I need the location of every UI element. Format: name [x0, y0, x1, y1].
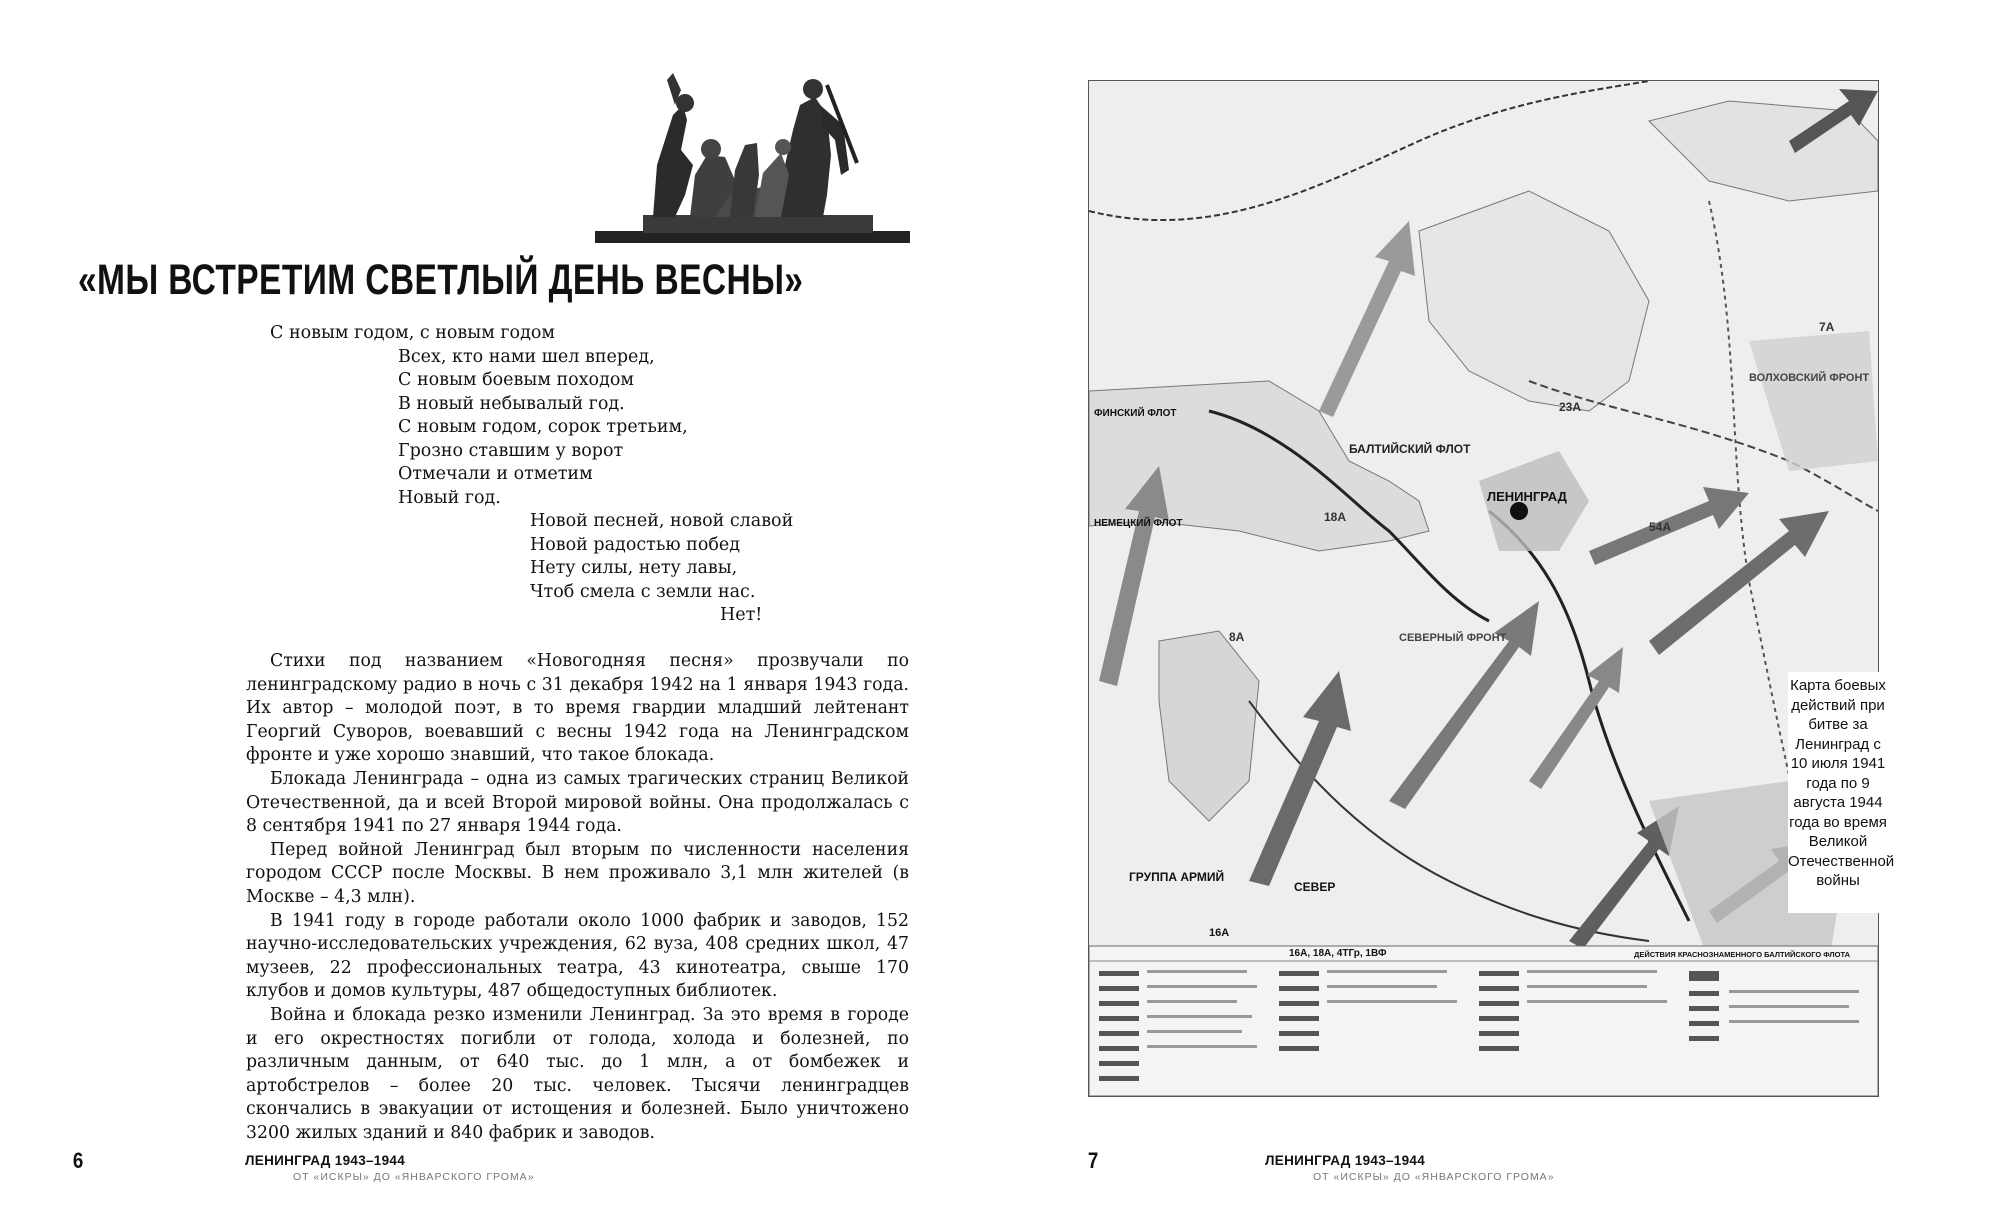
running-footer	[245, 1153, 535, 1183]
map-label-north: СЕВЕР	[1294, 880, 1336, 894]
paragraph: Война и блокада резко изменили Ленинград. За это время в городе и его окрестностях погибли от голода, холода и болезней, по различным данным, от 640 тыс. до 1 млн, а от бомбежек и артобстрелов – более 20 тыс. человек. Тысячи ленинградцев скончались в эвакуации от истощения и болезней. Было уничтожено 3200 жилых зданий и 840 фабрик и заводов.	[246, 1004, 909, 1143]
map-label-army-23: 23А	[1559, 400, 1582, 414]
map-label-north-front: СЕВЕРНЫЙ ФРОНТ	[1399, 632, 1507, 644]
poem-line: Нету силы, нету лавы,	[530, 558, 738, 578]
right-page	[1000, 0, 2000, 1219]
body-text	[246, 650, 909, 1145]
map-label-army-group: ГРУППА АРМИЙ	[1129, 870, 1225, 884]
running-footer	[1265, 1153, 1555, 1183]
map-label-finnish-fleet: ФИНСКИЙ ФЛОТ	[1094, 408, 1177, 419]
page-title: «МЫ ВСТРЕТИМ СВЕТЛЫЙ ДЕНЬ ВЕСНЫ»	[78, 256, 804, 304]
poem-line: Новой песней, новой славой	[530, 511, 794, 531]
footer-subtitle: ОТ «ИСКРЫ» ДО «ЯНВАРСКОГО ГРОМА»	[1313, 1171, 1555, 1183]
map-label-army-7: 7А	[1819, 320, 1835, 334]
page-number: 7	[1087, 1148, 1099, 1173]
paragraph: Перед войной Ленинград был вторым по численности населения городом СССР после Москвы. В нем проживало 3,1 млн жителей (в Москве – 4,3 млн).	[246, 839, 909, 907]
footer-subtitle: ОТ «ИСКРЫ» ДО «ЯНВАРСКОГО ГРОМА»	[293, 1171, 535, 1183]
map-label-army-16: 16А	[1209, 927, 1230, 939]
poem-line: В новый небывалый год.	[398, 393, 625, 414]
page-number: 6	[72, 1148, 84, 1173]
poem-line: С новым годом, с новым годом	[270, 323, 556, 343]
map-caption: Карта боевых действий при битве за Ленинград с 10 июля 1941 года по 9 августа 1944 года во время Великой Отечественной войны	[1788, 672, 1888, 913]
map-label-army-8: 8А	[1229, 630, 1245, 644]
monument-sculpture-illustration	[595, 45, 910, 243]
poem-line: Новой радостью побед	[530, 534, 741, 555]
poem-line: Грозно ставшим у ворот	[398, 440, 624, 461]
map-label-bottom-units: 16А, 18А, 4ТГр, 1ВФ	[1289, 948, 1387, 959]
footer-title: ЛЕНИНГРАД 1943–1944	[1265, 1153, 1426, 1168]
map-label-leningrad: ЛЕНИНГРАД	[1487, 489, 1567, 504]
paragraph: В 1941 году в городе работали около 1000 фабрик и заводов, 152 научно-исследовательских учреждения, 62 вуза, 408 средних школ, 47 музеев, 22 профессиональных театра, 43 кинотеатра, свыше 170 клубов и домов культуры, 487 общедоступных библиотек.	[246, 910, 909, 1002]
poem-line: Всех, кто нами шел вперед,	[398, 346, 655, 367]
paragraph: Блокада Ленинграда – одна из самых трагических страниц Великой Отечественной, да и всей Второй мировой войны. Она продолжалась с 8 сентября 1941 по 27 января 1944 года.	[246, 768, 909, 837]
battle-map-drawing	[1089, 81, 1878, 1096]
poem-line: С новым боевым походом	[398, 370, 635, 390]
legend-title: ДЕЙСТВИЯ КРАСНОЗНАМЕННОГО БАЛТИЙСКОГО ФЛОТА	[1634, 950, 1851, 959]
poem-line: Чтоб смела с земли нас.	[530, 581, 756, 602]
poem-line: С новым годом, сорок третьим,	[398, 417, 688, 437]
map-label-army-18: 18А	[1324, 510, 1347, 524]
battle-map	[1088, 80, 1879, 1097]
map-label-baltic-fleet: БАЛТИЙСКИЙ ФЛОТ	[1349, 442, 1471, 456]
poem-line: Нет!	[720, 605, 763, 625]
poem-line: Отмечали и отметим	[398, 464, 593, 484]
map-label-volkhov-front: ВОЛХОВСКИЙ ФРОНТ	[1749, 372, 1870, 384]
map-label-army-54: 54А	[1649, 520, 1672, 534]
map-label-german-fleet: НЕМЕЦКИЙ ФЛОТ	[1094, 518, 1183, 529]
paragraph: Стихи под названием «Новогодняя песня» прозвучали по ленинградскому радио в ночь с 31 декабря 1942 на 1 января 1943 года. Их автор – молодой поэт, в то время гвардии младший лейтенант Георгий Суворов, воевавший с весны 1942 года на Ленинградском фронте и уже хорошо знавший, что такое блокада.	[246, 651, 909, 766]
poem-line: Новый год.	[398, 487, 501, 508]
footer-title: ЛЕНИНГРАД 1943–1944	[245, 1153, 406, 1168]
